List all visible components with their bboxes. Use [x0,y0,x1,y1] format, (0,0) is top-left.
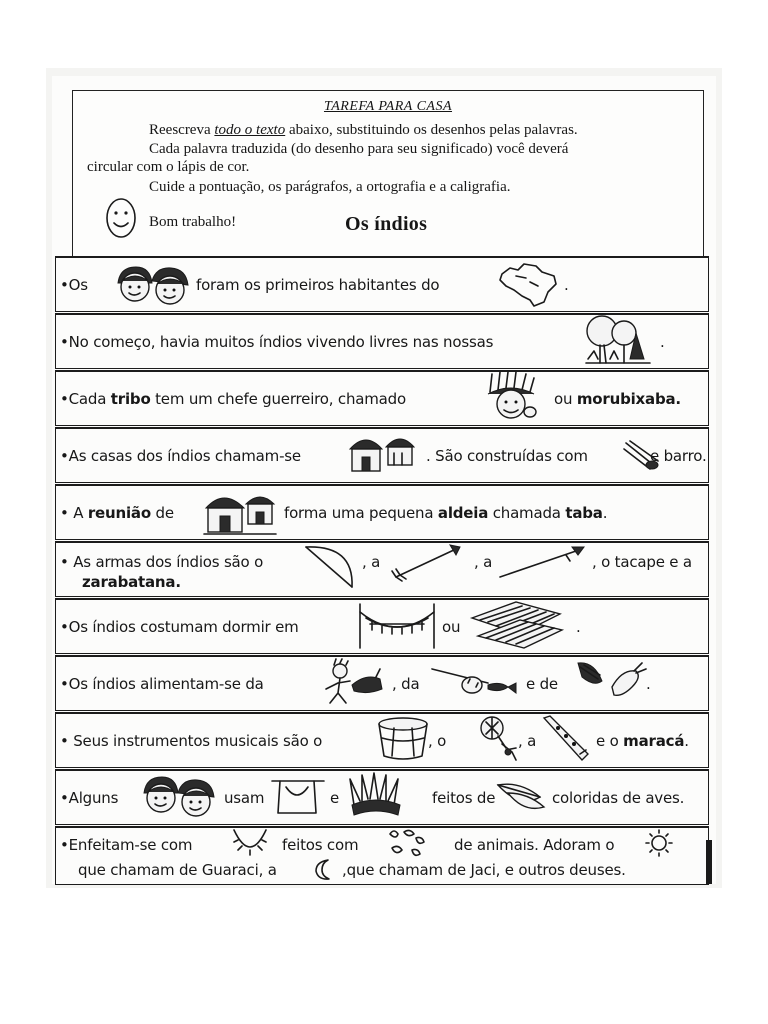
smiley-face-icon [105,197,137,239]
necklace-icon [230,828,270,858]
hammock-icon [356,602,438,650]
sentence-line-4: •As casas dos índios chamam-se . São construídas com e barro. [55,427,709,483]
flute-icon [540,714,590,762]
indian-children-icon [114,263,192,307]
moon-icon [312,858,338,882]
sentence-line-10: •Alguns usam e feitos de coloridas de aves. [55,769,709,825]
sentence-line-1: •Os foram os primeiros habitantes do . [55,256,709,312]
feather-headdress-icon [348,771,404,819]
sentence-line-2: •No começo, havia muitos índios vivendo livres nas nossas . [55,313,709,369]
sentence-line-7: •Os índios costumam dormir em ou . [55,598,709,654]
teeth-icon [386,828,430,860]
greeting: Bom trabalho! [149,214,237,230]
fishing-icon [430,663,520,703]
arrow-icon [390,543,464,583]
instruction-line-1: Reescreva todo o texto abaixo, substituindo os desenhos pelas palavras. [149,122,578,138]
feathers-icon [494,779,548,815]
task-title: TAREFA PARA CASA [323,99,453,114]
loincloth-icon [270,775,326,817]
sentence-line-6: • As armas dos índios são o , a , a , o tacape e a zarabatana. [55,541,709,597]
instruction-line-4: Cuide a pontuação, os parágrafos, a ortografia e a caligrafia. [149,179,511,195]
scan-edge-mark [706,840,712,884]
hut-icon [346,431,418,475]
straw-mat-icon [468,600,564,650]
sentence-line-3: •Cada tribo tem um chefe guerreiro, chamado ou morubixaba. [55,370,709,426]
indian-children-icon [140,773,218,819]
bow-icon [302,543,358,591]
sentence-line-5: • A reunião de forma uma pequena aldeia chamada taba. [55,484,709,540]
corn-cassava-icon [572,657,648,703]
instruction-line-3: circular com o lápis de cor. [87,159,250,175]
sentence-line-11: •Enfeitam-se com feitos com de animais. Adoram o que chamam de Guaraci, a ,que chamam de Jaci, e outros deuses. [55,826,709,885]
hunting-icon [320,659,386,705]
instruction-line-2: Cada palavra traduzida (do desenho para seu significado) você deverá [149,141,569,157]
village-huts-icon [204,488,278,536]
rattle-icon [472,714,522,762]
indian-chief-icon [482,372,542,422]
sentence-line-8: •Os índios alimentam-se da , da e de . [55,655,709,711]
sentence-line-9: • Seus instrumentos musicais são o , o , a e o maracá. [55,712,709,768]
sun-icon [642,828,676,858]
instructions-box [72,90,704,261]
spear-icon [496,545,586,581]
forest-trees-icon [584,315,652,365]
sheet-title: Os índios [345,213,428,235]
brazil-map-icon [496,260,560,310]
drum-icon [376,716,430,762]
